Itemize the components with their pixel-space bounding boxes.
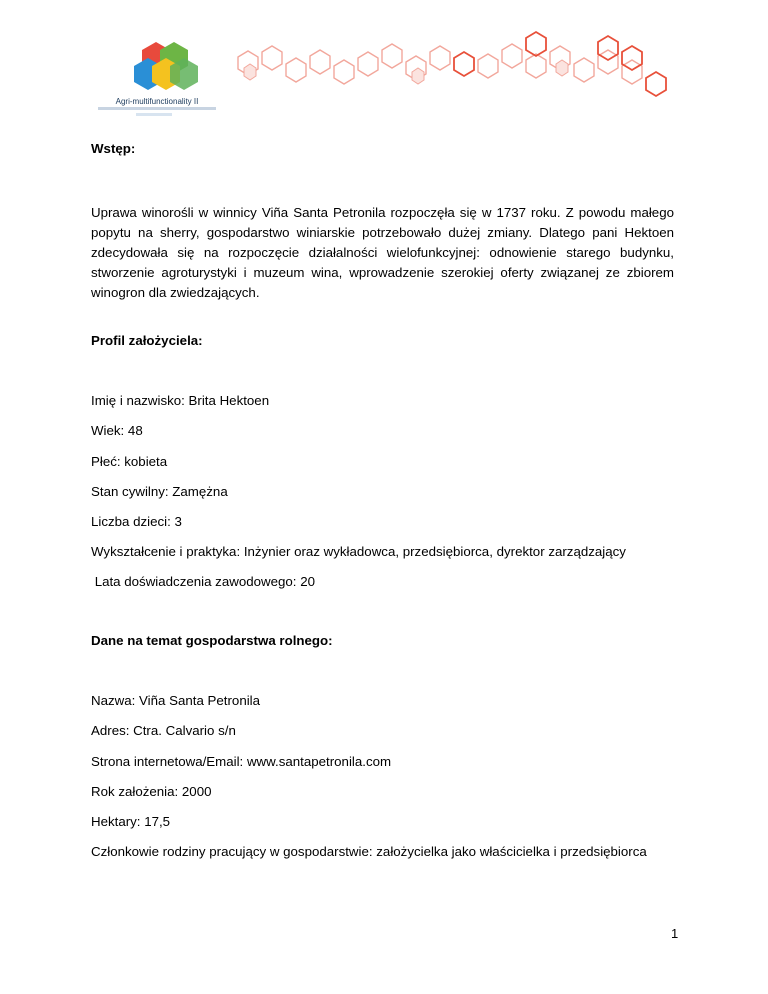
hexagon-outlines — [238, 44, 642, 84]
founder-children: Liczba dzieci: 3 — [91, 514, 182, 529]
founder-sex: Płeć: kobieta — [91, 454, 168, 469]
agri-multifunctionality-logo — [96, 42, 226, 122]
farm-family-members: Członkowie rodziny pracujący w gospodarstwie: założycielka jako właścicielka i przedsiębiorca — [91, 844, 647, 859]
farm-hectares: Hektary: 17,5 — [91, 814, 171, 829]
founder-marital-status: Stan cywilny: Zamężna — [91, 484, 228, 499]
logo-tagline — [98, 107, 216, 110]
farm-website: Strona internetowa/Email: www.santapetronila.com — [91, 754, 392, 769]
page-header — [0, 0, 768, 130]
intro-paragraph: Uprawa winorośli w winnicy Viña Santa Petronila rozpoczęła się w 1737 roku. Z powodu małego popytu na sherry, gospodarstwo winiarskie potrzebowało dużej zmiany. Dlatego pani Hektoen zdecydowała się na rozpoczęcie działalności wielofunkcyjnej: odnowienie starego budynku, stworzenie agroturystyki i muzeum wina, wprowadzenie szerokiej oferty związanej ze zbiorem winogron dla zwiedzających. — [91, 205, 674, 300]
logo-hexagon-icon — [120, 42, 210, 102]
farm-founded-year: Rok założenia: 2000 — [91, 784, 212, 799]
intro-heading: Wstęp: — [91, 141, 136, 156]
founder-name: Imię i nazwisko: Brita Hektoen — [91, 393, 270, 408]
farm-name: Nazwa: Viña Santa Petronila — [91, 693, 261, 708]
page-number: 1 — [671, 926, 679, 941]
founder-education: Wykształcenie i praktyka: Inżynier oraz wykładowca, przedsiębiorca, dyrektor zarządzający — [91, 544, 626, 559]
farm-heading: Dane na temat gospodarstwa rolnego: — [91, 633, 333, 648]
logo-tagline-secondary — [136, 113, 172, 116]
founder-age: Wiek: 48 — [91, 423, 143, 438]
logo-wordmark: Agri-multifunctionality II — [115, 97, 199, 106]
founder-experience: Lata doświadczenia zawodowego: 20 — [91, 574, 315, 589]
farm-address: Adres: Ctra. Calvario s/n — [91, 723, 236, 738]
founder-heading: Profil założyciela: — [91, 333, 203, 348]
